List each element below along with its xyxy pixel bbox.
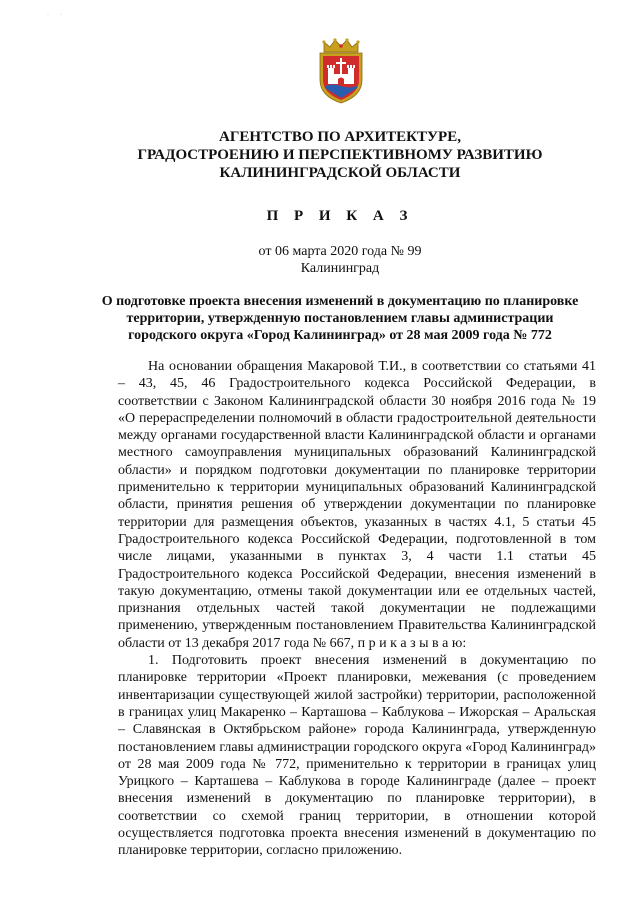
order-subject xyxy=(90,293,590,344)
preamble-paragraph xyxy=(118,358,596,652)
order-word: п р и к а з ы в а ю: xyxy=(357,635,467,651)
order-body xyxy=(118,358,596,860)
item-1-paragraph xyxy=(118,652,596,860)
subject-line-3: городского округа «Город Калининград» от 28 мая 2009 года № 772 xyxy=(128,328,552,343)
agency-line-3: КАЛИНИНГРАДСКОЙ ОБЛАСТИ xyxy=(219,165,461,181)
subject-line-2: территории, утвержденную постановлением главы администрации xyxy=(126,311,554,326)
subject-line-1: О подготовке проекта внесения изменений в документацию по планировке xyxy=(101,294,579,309)
scan-speck: · xyxy=(60,12,62,18)
agency-heading xyxy=(110,128,570,182)
order-date: от 06 марта 2020 года № 99 xyxy=(258,244,422,259)
order-city: Калининград xyxy=(300,261,380,276)
preamble-text: На основании обращения Макаровой Т.И., в соответствии со статьями 41 – 43, 45, 46 Градостроительного кодекса Российской Федерации, в соответствии с Законом Калининградской области 30 ноября 2016 года № 19 «О перераспределении полномочий в области градостроительной деятельности между органами государственной власти Калининградской области и органами местного самоуправления муниципальных образований Калининградской области» и порядком подготовки документации по планировке территории применительно к территории муниципальных образований Калининградской области, принятия решения об утверждении документации по планировке территории для размещения объектов, указанных в частях 4.1, 5 статьи 45 Градостроительного кодекса Российской Федерации, подготовленной в том числе лицами, указанными в пунктах 3, 4 части 1.1 статьи 45 Градостроительного кодекса Российской Федерации, внесения изменений в такую документацию, отмены такой документации или ее отдельных частей, признания отдельных частей такой документации не подлежащими применению, утвержденным постановлением Правительства Калининградской области от 13 декабря 2017 года № 667, xyxy=(118,359,596,651)
agency-line-2: ГРАДОСТРОЕНИЮ И ПЕРСПЕКТИВНОМУ РАЗВИТИЮ xyxy=(137,147,543,163)
coat-of-arms-icon xyxy=(316,38,366,104)
scan-speck: · xyxy=(47,12,49,18)
item-1-text: 1. Подготовить проект внесения изменений в документацию по планировке территории «Проект планировки, межевания (с проведением инвентаризации существующей жилой застройки) территории, расположенной в границах улиц Макаренко – Карташова – Каблукова – Ижорская – Аральская – Славянская в Октябрьском районе» города Калининграда, утвержденную постановлением главы администрации городского округа «Город Калининград» от 28 мая 2009 года № 772, применительно к территории в границах улиц Урицкого – Карташева – Каблукова в городе Калининграде (далее – проект внесения изменений в документацию по планировке территории), в соответствии со схемой границ территории, в отношении которой осуществляется подготовка проекта внесения изменений в документацию по планировке территории, согласно приложению. xyxy=(118,653,596,859)
order-date-block xyxy=(200,243,480,277)
agency-line-1: АГЕНТСТВО ПО АРХИТЕКТУРЕ, xyxy=(219,129,461,145)
order-title: П Р И К А З xyxy=(266,208,414,224)
